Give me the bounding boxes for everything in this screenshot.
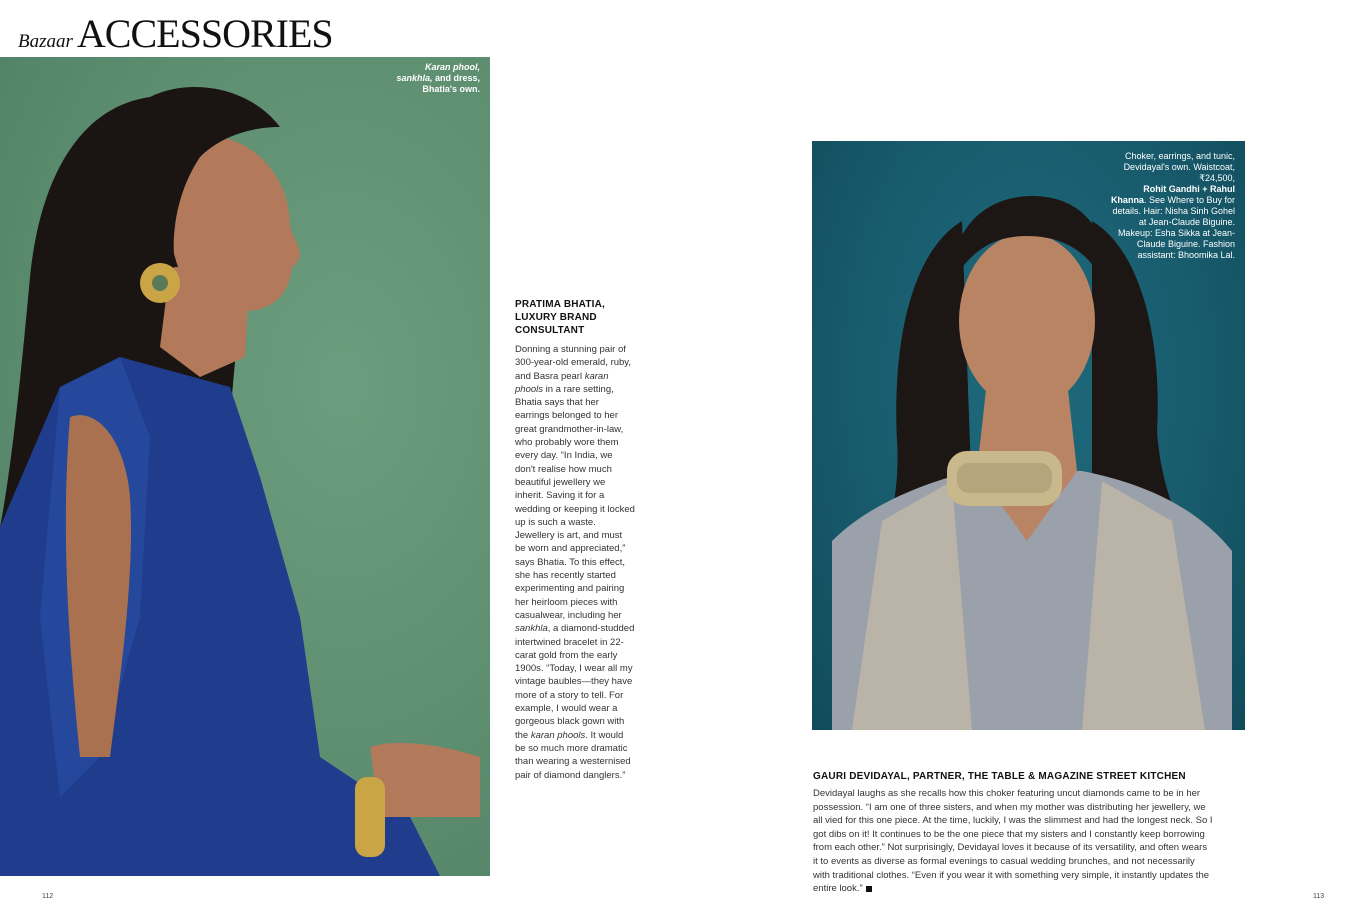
photo-credit-left: Karan phool, sankhla, and dress, Bhatia's own. <box>396 62 480 94</box>
portrait-illustration-left <box>0 57 490 876</box>
article-body-right: Devidayal laughs as she recalls how this choker featuring uncut diamonds came to be in her possession. “I am one of three sisters, and when my mother was distributing her jewellery, we all vied for this one piece. At the time, luckily, I was the slimmest and had the longest neck. So I got dibs on it! It continues to be the one piece that my sisters and I constantly keep borrowing from each other.” Not surprisingly, Devidayal loves it because of its versatility, and often wears it to events as diverse as formal evenings to casual wedding brunches, and not necessarily with traditional clothes. “Even if you wear it with something very simple, it instantly updates the entire look.” <box>813 788 1213 895</box>
brand-logo: Bazaar <box>18 31 73 52</box>
masthead <box>18 11 333 56</box>
end-of-article-icon <box>866 886 872 892</box>
section-title: ACCESSORIES <box>76 11 333 56</box>
article-body-left: Donning a stunning pair of 300-year-old emerald, ruby, and Basra pearl karan phools in a rare setting, Bhatia says that her earrings belonged to her great grandmother-in-law, who probably wore them every day. “In India, we don't realise how much beautiful jewellery we inherit. Saving it for a wedding or keeping it locked up is such a waste. Jewellery is art, and must be worn and appreciated,” says Bhatia. To this effect, she has recently started experimenting and pairing her heirloom pieces with casualwear, including her sankhla, a diamond-studded intertwined bracelet in 22-carat gold from the early 1900s. “Today, I wear all my vintage baubles—they have more of a story to tell. For example, I would wear a gorgeous black gown with the karan phools. It would be so much more dramatic than wearing a westernised pair of diamond danglers.” <box>515 344 635 781</box>
photo-credit-right: Choker, earrings, and tunic, Devidayal's own. Waistcoat, ₹24,500, Rohit Gandhi + Rahul Khanna. See Where to Buy for details. Hair: Nisha Sinh Gohel at Jean-Claude Biguine. Makeup: Esha Sikka at Jean-Claude Biguine. Fashion assistant: Bhoomika Lal. <box>1110 151 1235 260</box>
portrait-photo-left <box>0 57 490 876</box>
article-gauri-devidayal <box>813 770 1213 896</box>
article-pratima-bhatia <box>515 298 635 782</box>
page-number-left: 112 <box>42 893 54 900</box>
portrait-photo-right <box>812 141 1245 730</box>
article-heading-right: GAURI DEVIDAYAL, PARTNER, THE TABLE & MAGAZINE STREET KITCHEN <box>813 771 1186 782</box>
article-heading-left: PRATIMA BHATIA, LUXURY BRAND CONSULTANT <box>515 299 606 336</box>
page-number-right: 113 <box>1313 893 1325 900</box>
